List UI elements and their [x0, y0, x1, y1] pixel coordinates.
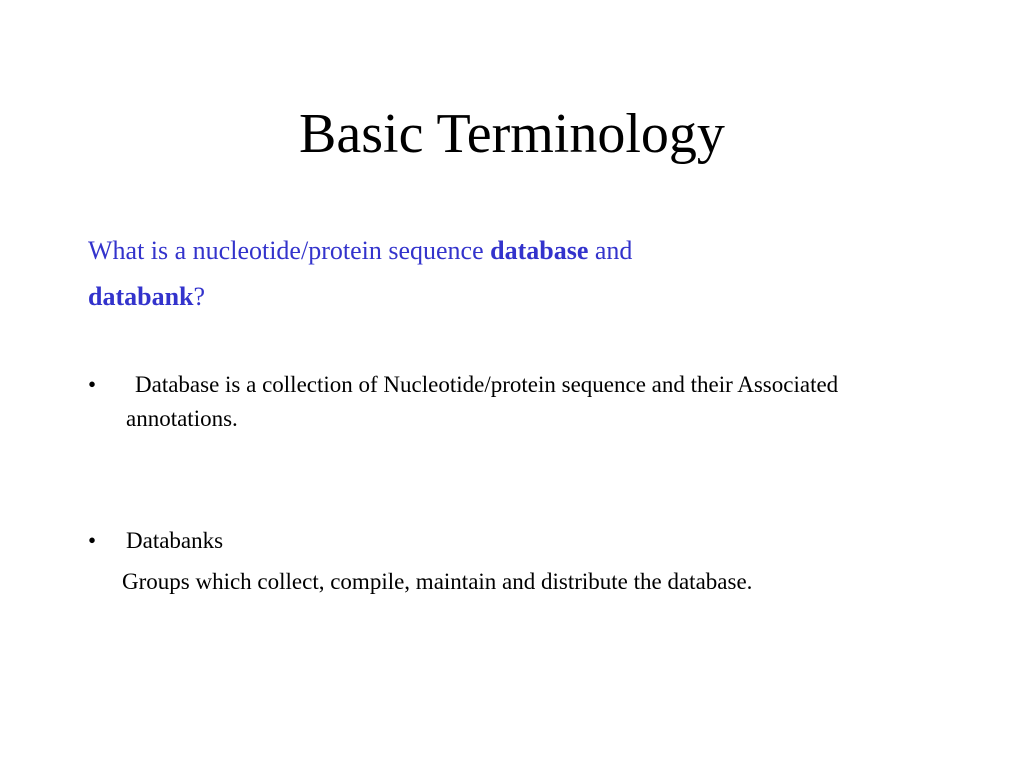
question-middle: and	[588, 236, 633, 265]
bullet-item-database	[88, 368, 946, 436]
bullet-text: Databanks	[126, 528, 224, 553]
slide-title: Basic Terminology	[299, 103, 725, 165]
bullet-marker: •	[88, 372, 97, 397]
bullet-item-databanks	[88, 524, 946, 558]
bullet-description: Groups which collect, compile, maintain and distribute the database.	[122, 569, 753, 594]
question-prefix: What is a nucleotide/protein sequence	[88, 236, 491, 265]
term-database: database	[490, 236, 589, 265]
bullet-text: Database is a collection of Nucleotide/protein sequence and their Associated annotations.	[126, 372, 839, 431]
question-text	[88, 228, 948, 320]
question-suffix: ?	[193, 282, 206, 311]
bullet-marker: •	[88, 528, 97, 553]
term-databank: databank	[88, 282, 194, 311]
